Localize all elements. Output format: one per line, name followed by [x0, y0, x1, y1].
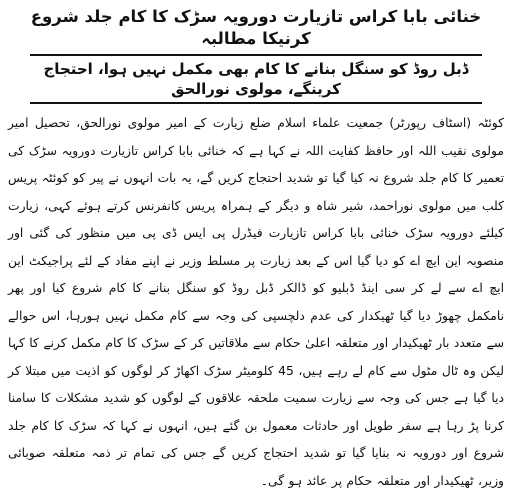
subheadline-box [30, 54, 482, 104]
subheadline: ڈبل روڈ کو سنگل بنانے کا کام بھی مکمل نہیں ہوا، احتجاج کرینگے، مولوی نورالحق [43, 60, 469, 98]
article-body: کوئٹہ (اسٹاف رپورٹر) جمعیت علماء اسلام ضلع زیارت کے امیر مولوی نورالحق، تحصیل امیر مولوی نقیب اللہ اور حافظ کفایت اللہ نے کہا ہے کہ خنائی بابا کراس تازیارت دورویہ سڑک کی تعمیر کا کام جلد شروع نہ کیا گیا تو شدید احتجاج کریں گے، یہ بات انہوں نے پیر کو کوئٹہ پریس کلب میں مولوی نوراحمد، شیر شاہ و دیگر کے ہمراہ پریس کانفرنس کرتے ہوئے کہی، زیارت کیلئے دورویہ سڑک خنائی بابا کراس تازیارت فیڈرل پی ایس ڈی پی میں منظور کی گئی اور منصوبہ این ایچ اے کو دیا گیا اس کے بعد زیارت پر مسلط وزیر نے اپنے مفاد کے لئے پراجیکٹ این ایچ اے سے لے کر سی اینڈ ڈبلیو کو ڈالکر ڈبل روڈ کو سنگل بنانے کا کام شروع کیا اور پھر نامکمل چھوڑ دیا گیا ٹھیکدار کی عدم دلچسپی کی وجہ سے کام مکمل نہیں ہورہا، اس حوالے سے متعدد بار ٹھیکیدار اور متعلقہ اعلیٰ حکام سے ملاقاتیں کر کے سڑک کا کام مکمل کرنے کا کہا لیکن وہ ٹال مٹول سے کام لے رہے ہیں، 45 کلومیٹر سڑک اکھاڑ کر لوگوں کو اذیت میں مبتلا کر دیا گیا ہے جس کی وجہ سے زیارت سمیت ملحقہ علاقوں کے لوگوں کو شدید مشکلات کا سامنا کرنا پڑ رہا ہے سفر طویل اور حادثات معمول بن گئے ہیں، انہوں نے کہا کہ سڑک کا کام جلد شروع اور دورویہ نہ بنایا گیا تو شدید احتجاج کریں گے جس کی تمام تر ذمہ متعلقہ صوبائی وزیر، ٹھیکیدار اور متعلقہ حکام پر عائد ہو گی۔ [8, 116, 504, 488]
headline: خنائی بابا کراس تازیارت دورویہ سڑک کا کام جلد شروع کرنیکا مطالبہ [30, 7, 482, 48]
